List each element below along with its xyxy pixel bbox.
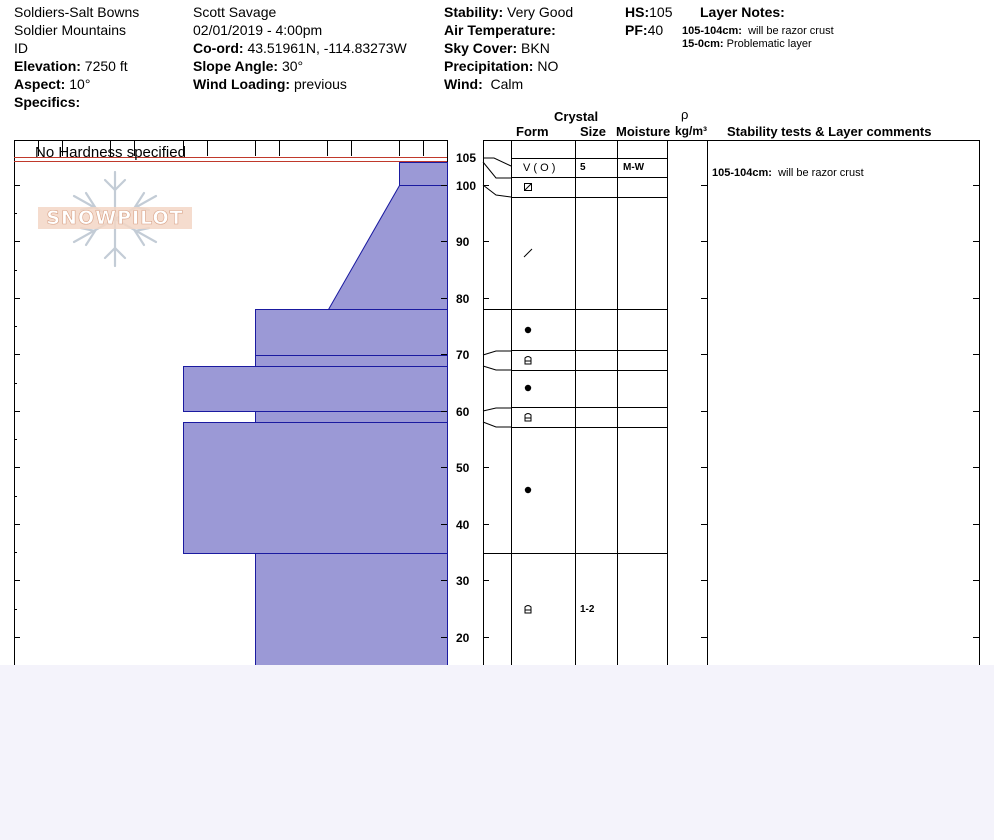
hardness-layer-6	[256, 412, 448, 423]
state: ID	[14, 40, 28, 56]
decomposing-particles-icon	[524, 249, 532, 257]
height-label: 50	[456, 461, 470, 475]
layer-comment-1: 105-104cm: will be razor crust	[712, 167, 864, 179]
height-label: 105	[456, 151, 477, 165]
precip-value: NO	[537, 58, 559, 74]
layer-note-1: 105-104cm: will be razor crust	[682, 25, 834, 37]
wind-value: Calm	[490, 76, 524, 92]
hardness-layer-5	[184, 367, 448, 412]
coordinates-row	[193, 40, 407, 56]
wind-row	[444, 76, 523, 92]
layer-note-2: 15-0cm: Problematic layer	[682, 38, 812, 50]
aspect-row	[14, 76, 90, 92]
wind-loading-row	[193, 76, 347, 92]
wind-loading-value: previous	[293, 76, 347, 92]
hardness-layer-3	[256, 310, 448, 356]
elevation-label: Elevation:	[14, 58, 81, 74]
mountain-range: Soldier Mountains	[14, 22, 127, 38]
specifics-row	[14, 94, 80, 110]
moisture-header: Moisture	[616, 124, 671, 139]
height-label: 40	[456, 518, 470, 532]
height-label: 100	[456, 179, 477, 193]
hardness-layer-8	[256, 554, 448, 666]
height-label: 80	[456, 292, 470, 306]
slope-label: Slope Angle:	[193, 58, 279, 74]
sky-value: BKN	[521, 40, 550, 56]
hardness-profile	[184, 163, 448, 666]
moisture-row-1: M-W	[623, 162, 645, 173]
hs-row	[625, 4, 672, 20]
elevation-value: 7250 ft	[84, 58, 128, 74]
melt-freeze-crust-icon	[525, 606, 531, 614]
melt-freeze-crust-icon	[525, 414, 531, 422]
wind-label: Wind:	[444, 76, 483, 92]
wind-loading-label: Wind Loading:	[193, 76, 291, 92]
hardness-layer-4	[256, 356, 448, 367]
date-time: 02/01/2019 - 4:00pm	[193, 22, 323, 38]
height-label: 70	[456, 348, 470, 362]
rho-header: ρ	[681, 107, 689, 122]
rounded-grain-icon	[525, 385, 531, 391]
density-ticks	[701, 186, 979, 638]
height-label: 60	[456, 405, 470, 419]
height-label: 20	[456, 631, 470, 645]
grain-size-row-1: 5	[580, 162, 586, 173]
layer-notes-heading: Layer Notes:	[700, 4, 785, 20]
rounded-grain-icon	[525, 487, 531, 493]
slope-value: 30°	[281, 58, 304, 74]
hs-value: 105	[649, 4, 673, 20]
stability-row	[444, 4, 573, 20]
coord-label: Co-ord:	[193, 40, 244, 56]
stability-label: Stability:	[444, 4, 504, 20]
melt-freeze-crust-icon	[525, 357, 531, 365]
snowpilot-logo-text: SNOWPILOT	[46, 207, 184, 229]
air-temp-row	[444, 22, 556, 38]
grain-size-row-9: 1-2	[580, 604, 595, 615]
aspect-label: Aspect:	[14, 76, 66, 92]
elevation-row	[14, 58, 128, 74]
hardness-layer-1	[400, 163, 448, 186]
specifics-label: Specifics:	[14, 94, 81, 110]
size-header: Size	[580, 124, 607, 139]
rounded-grain-icon	[525, 327, 531, 333]
rounded-grain-icons	[525, 327, 531, 493]
pf-label: PF:	[625, 22, 648, 38]
hardness-layer-7	[184, 423, 448, 554]
slope-row	[193, 58, 303, 74]
aspect-value: 10°	[69, 76, 91, 92]
crystal-table	[483, 140, 980, 665]
precip-label: Precipitation:	[444, 58, 534, 74]
grain-form-row-1: V ( O )	[523, 162, 556, 174]
density-unit-header: kg/m³	[675, 124, 708, 138]
form-header: Form	[516, 124, 549, 139]
crystal-header: Crystal	[554, 109, 599, 124]
precip-row	[444, 58, 558, 74]
grain-forms	[524, 184, 532, 614]
pf-value: 40	[647, 22, 664, 38]
stability-value: Very Good	[507, 4, 574, 20]
coord-value: 43.51961N, -114.83273W	[247, 40, 407, 56]
comments-header: Stability tests & Layer comments	[727, 124, 932, 139]
hardness-note: No Hardness specified	[35, 144, 186, 161]
observer: Scott Savage	[193, 4, 277, 20]
pf-row	[625, 22, 663, 38]
sky-label: Sky Cover:	[444, 40, 518, 56]
location: Soldiers-Salt Bowns	[14, 4, 140, 20]
hs-label: HS:	[625, 4, 650, 20]
hardness-layer-2	[329, 186, 448, 310]
height-label: 90	[456, 235, 470, 249]
height-label: 30	[456, 574, 470, 588]
sky-cover-row	[444, 40, 550, 56]
air-temp-label: Air Temperature:	[444, 22, 556, 38]
